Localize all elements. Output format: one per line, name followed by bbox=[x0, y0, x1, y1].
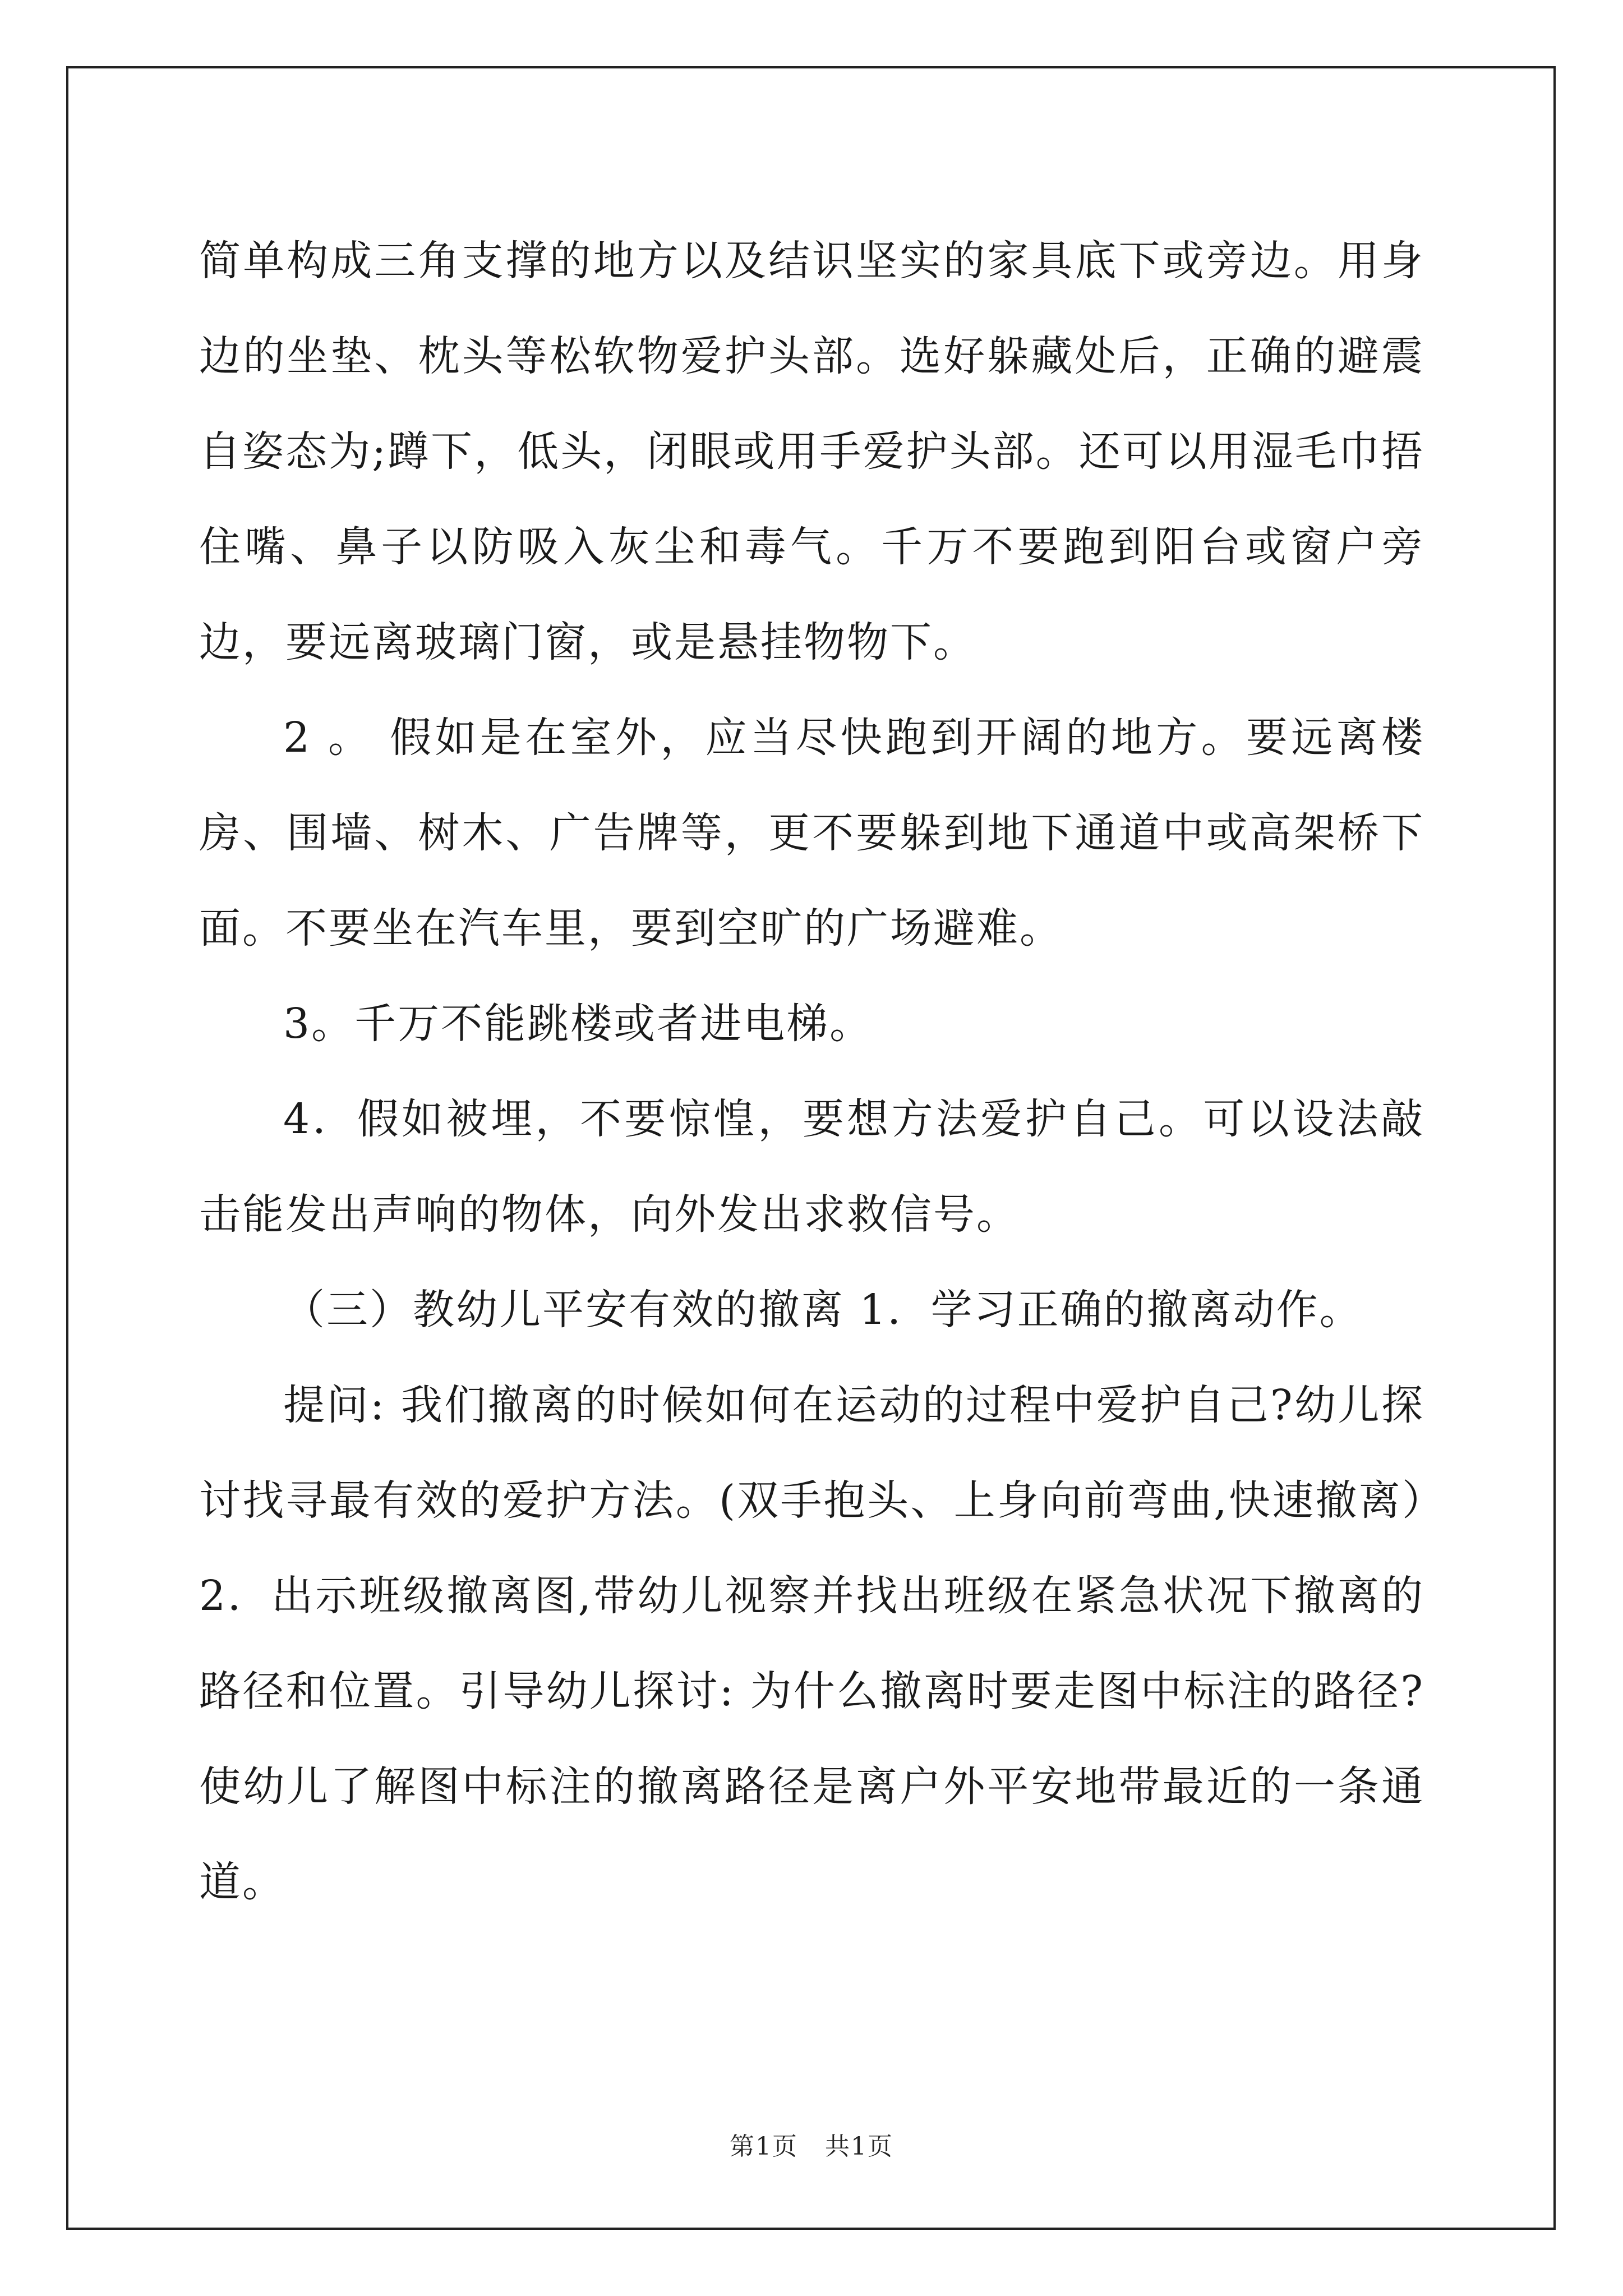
paragraph: 4．假如被埋，不要惊惶，要想方法爱护自己。可以设法敲击能发出声响的物体，向外发出求救信号。 bbox=[199, 1095, 1424, 1239]
paragraph: 3。千万不能跳楼或者进电梯。 bbox=[283, 1000, 873, 1048]
page-total: 共1页 bbox=[825, 2132, 893, 2161]
paragraph: 提问: 我们撤离的时候如何在运动的过程中爱护自己?幼儿探讨找寻最有效的爱护方法。(双手抱头、上身向前弯曲,快速撤离）2．出示班级撤离图,带幼儿视察并找出班级在紧急状况下撤离的路径和位置。引导幼儿探讨: 为什么撤离时要走图中标注的路径?使幼儿了解图中标注的撤离路径是离户外平安地带最近的一条通道。 bbox=[199, 1381, 1424, 1906]
document-body bbox=[199, 213, 1424, 1930]
paragraph: 简单构成三角支撑的地方以及结识坚实的家具底下或旁边。用身边的坐垫、枕头等松软物爱护头部。选好躲藏处后，正确的避震自姿态为;蹲下，低头，闭眼或用手爱护头部。还可以用湿毛巾捂住嘴、鼻子以防吸入灰尘和毒气。千万不要跑到阳台或窗户旁边，要远离玻璃门窗，或是悬挂物物下。 bbox=[199, 237, 1424, 666]
paragraph: 2 。 假如是在室外，应当尽快跑到开阔的地方。要远离楼房、围墙、树木、广告牌等，更不要躲到地下通道中或高架桥下面。不要坐在汽车里，要到空旷的广场避难。 bbox=[199, 714, 1424, 953]
paragraph: （三）教幼儿平安有效的撤离 1．学习正确的撤离动作。 bbox=[283, 1286, 1363, 1334]
page-number: 第1页 bbox=[730, 2132, 798, 2161]
page-footer bbox=[0, 2126, 1623, 2162]
